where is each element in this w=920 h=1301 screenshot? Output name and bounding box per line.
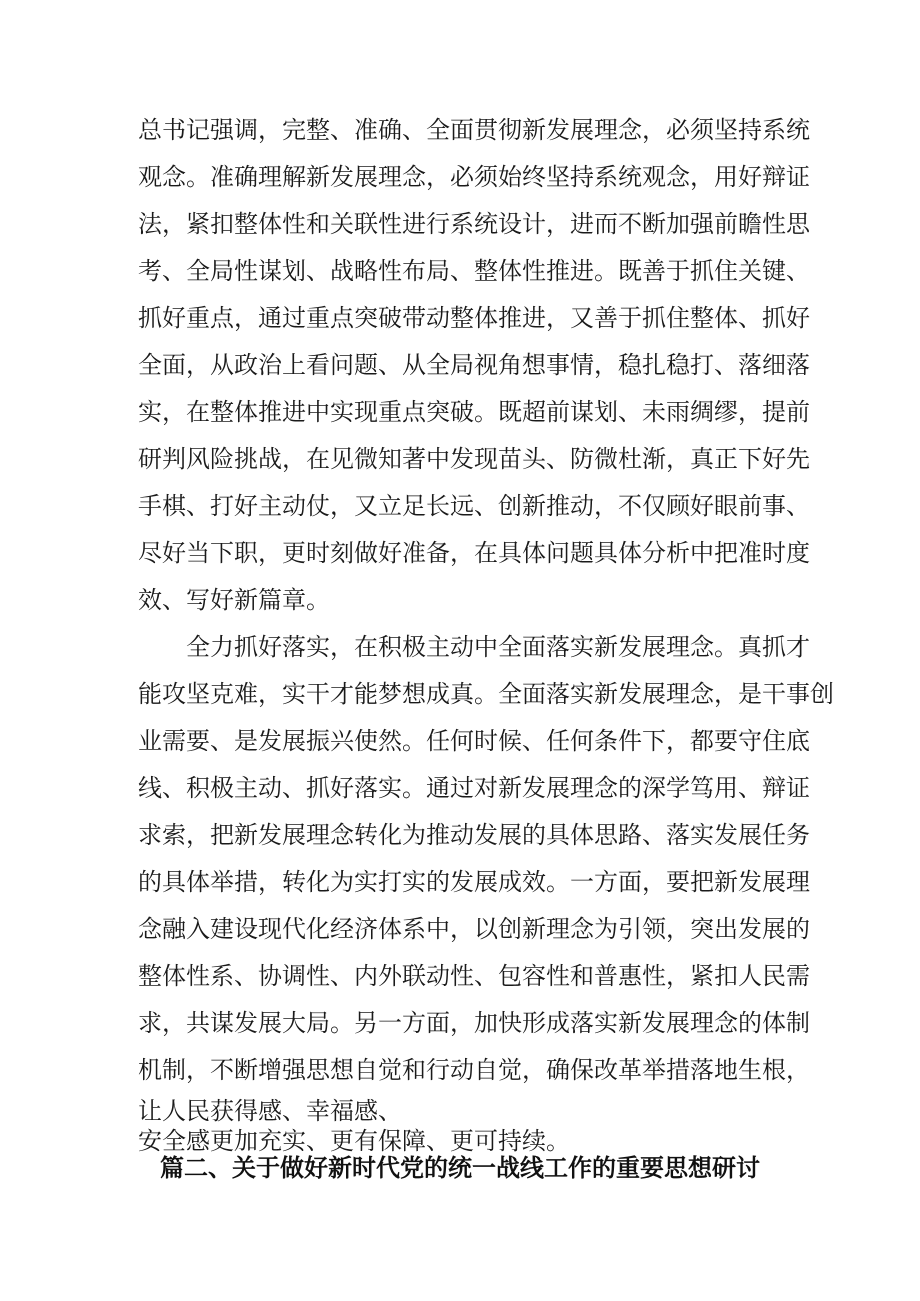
paragraph-line: 全力抓好落实，在积极主动中全面落实新发展理念。真抓才 (186, 633, 810, 661)
paragraph-line: 抓好重点，通过重点突破带动整体推进，又善于抓住整体、抓好 (138, 304, 810, 332)
paragraph-line: 业需要、是发展振兴使然。任何时候、任何条件下，都要守住底 (138, 727, 810, 755)
paragraph-line: 念融入建设现代化经济体系中，以创新理念为引领，突出发展的 (138, 915, 810, 943)
paragraph-line: 线、积极主动、抓好落实。通过对新发展理念的深学笃用、辩证 (138, 774, 810, 802)
paragraph-line: 总书记强调，完整、准确、全面贯彻新发展理念，必须坚持系统 (138, 116, 810, 144)
paragraph-line: 机制，不断增强思想自觉和行动自觉，确保改革举措落地生根， (138, 1056, 810, 1084)
paragraph-line: 求，共谋发展大局。另一方面，加快形成落实新发展理念的体制 (138, 1009, 810, 1037)
paragraph-line: 研判风险挑战，在见微知著中发现苗头、防微杜渐，真正下好先 (138, 445, 810, 473)
paragraph-line: 手棋、打好主动仗，又立足长远、创新推动，不仅顾好眼前事、 (138, 492, 810, 520)
paragraph-line: 实，在整体推进中实现重点突破。既超前谋划、未雨绸缪，提前 (138, 398, 810, 426)
paragraph-line: 效、写好新篇章。 (138, 586, 330, 614)
paragraph-line: 整体性系、协调性、内外联动性、包容性和普惠性，紧扣人民需 (138, 962, 810, 990)
paragraph-line: 让人民获得感、幸福感、 (138, 1097, 402, 1125)
paragraph-line: 的具体举措，转化为实打实的发展成效。一方面，要把新发展理 (138, 868, 810, 896)
paragraph-line: 安全感更加充实、更有保障、更可持续。 (138, 1127, 570, 1155)
paragraph-line: 能攻坚克难，实干才能梦想成真。全面落实新发展理念，是干事创 (138, 680, 834, 708)
paragraph-line: 法，紧扣整体性和关联性进行系统设计，进而不断加强前瞻性思 (138, 210, 810, 238)
paragraph-line: 尽好当下职，更时刻做好准备，在具体问题具体分析中把准时度 (138, 539, 810, 567)
paragraph-line: 观念。准确理解新发展理念，必须始终坚持系统观念，用好辩证 (138, 163, 810, 191)
section-heading: 篇二、关于做好新时代党的统一战线工作的重要思想研讨 (160, 1154, 760, 1182)
paragraph-line: 考、全局性谋划、战略性布局、整体性推进。既善于抓住关键、 (138, 257, 810, 285)
paragraph-line: 求索，把新发展理念转化为推动发展的具体思路、落实发展任务 (138, 821, 810, 849)
paragraph-line: 全面，从政治上看问题、从全局视角想事情，稳扎稳打、落细落 (138, 351, 810, 379)
